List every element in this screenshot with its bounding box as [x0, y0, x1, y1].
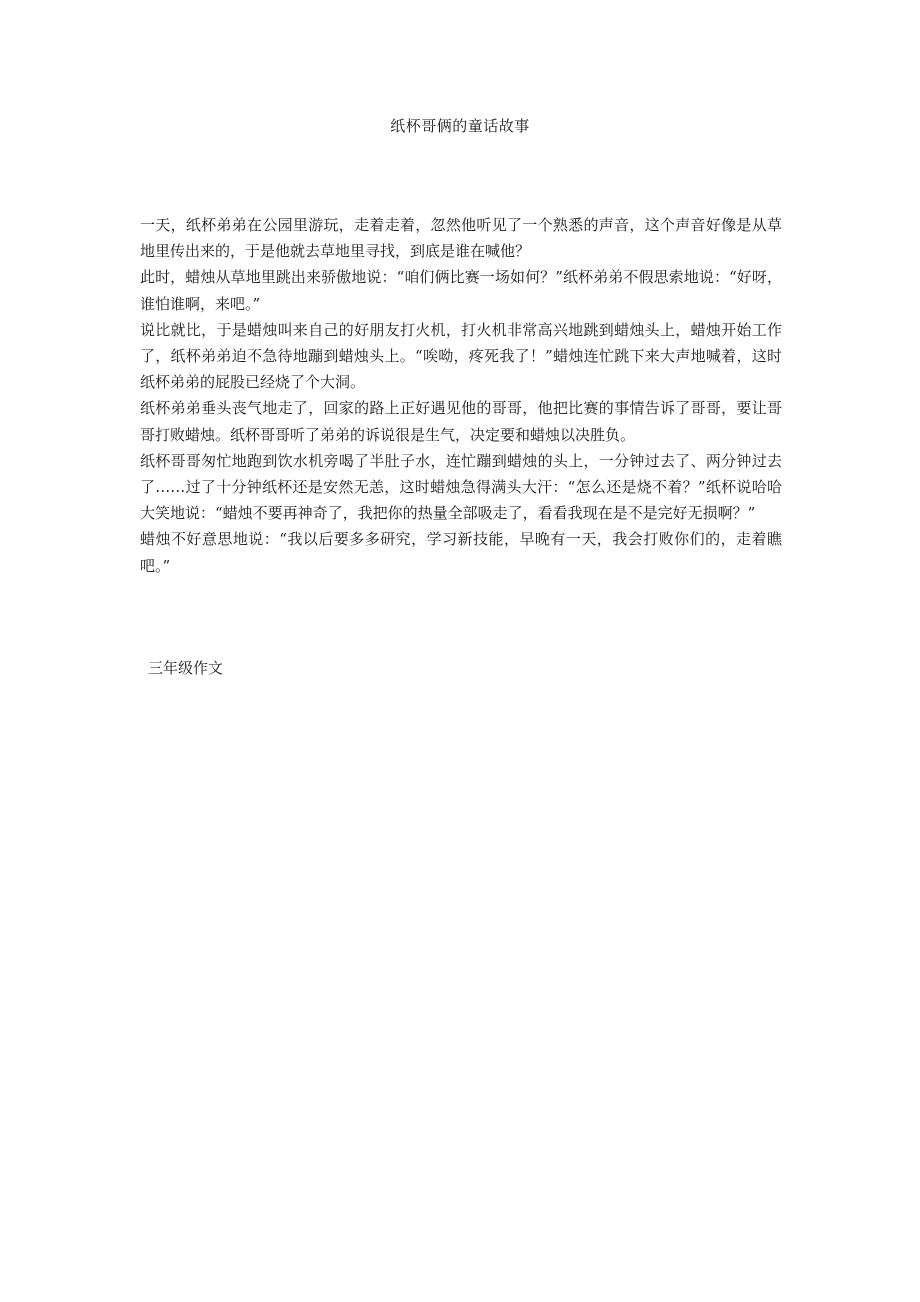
paragraph: 一天，纸杯弟弟在公园里游玩，走着走着，忽然他听见了一个熟悉的声音，这个声音好像是从草地里传出来的，于是他就去草地里寻找，到底是谁在喊他？ — [140, 216, 782, 261]
paragraph: 此时，蜡烛从草地里跳出来骄傲地说：“咱们俩比赛一场如何？”纸杯弟弟不假思索地说：“好呀，谁怕谁啊，来吧。” — [140, 268, 782, 313]
document-body — [140, 212, 782, 579]
paragraph: 蜡烛不好意思地说：“我以后要多多研究，学习新技能，早晚有一天，我会打败你们的，走着瞧吧。” — [140, 530, 782, 575]
document-footer: 三年级作文 — [148, 659, 224, 677]
paragraph: 说比就比，于是蜡烛叫来自己的好朋友打火机，打火机非常高兴地跳到蜡烛头上，蜡烛开始工作了，纸杯弟弟迫不急待地蹦到蜡烛头上。“唉呦，疼死我了！”蜡烛连忙跳下来大声地喊着，这时纸杯弟弟的屁股已经烧了个大洞。 — [140, 320, 782, 392]
paragraph: 纸杯弟弟垂头丧气地走了，回家的路上正好遇见他的哥哥，他把比赛的事情告诉了哥哥，要让哥哥打败蜡烛。纸杯哥哥听了弟弟的诉说很是生气，决定要和蜡烛以决胜负。 — [140, 399, 782, 444]
document-title: 纸杯哥俩的童话故事 — [390, 117, 530, 135]
paragraph: 纸杯哥哥匆忙地跑到饮水机旁喝了半肚子水，连忙蹦到蜡烛的头上，一分钟过去了、两分钟过去了……过了十分钟纸杯还是安然无恙，这时蜡烛急得满头大汗：“怎么还是烧不着？”纸杯说哈哈大笑地说：“蜡烛不要再神奇了，我把你的热量全部吸走了，看看我现在是不是完好无损啊？” — [140, 451, 782, 523]
